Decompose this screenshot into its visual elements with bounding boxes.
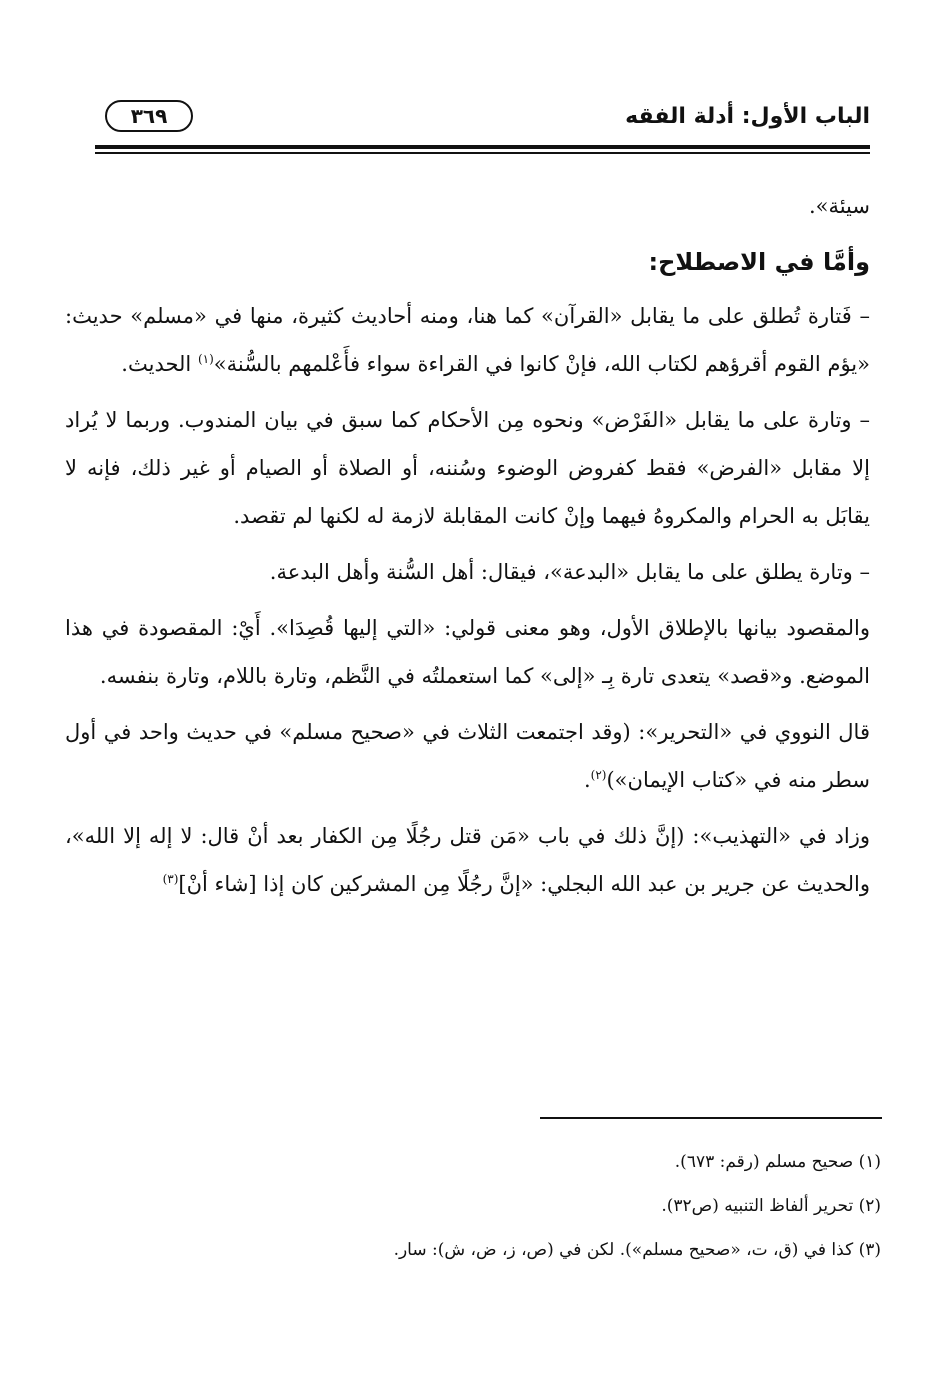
paragraph-continuation: سيئة». (808, 194, 870, 218)
paragraph-1-end: الحديث. (121, 352, 198, 376)
footnote-2: (٢) تحرير ألفاظ التنبيه (ص٣٢). (661, 1196, 881, 1216)
header-rule-thick (95, 145, 870, 149)
paragraph-4: والمقصود بيانها بالإطلاق الأول، وهو معنى قولي: «التي إليها قُصِدَا». أَيْ: المقصودة في هذا الموضع. و«قصد» يتعدى تارة بِـ «إلى» كما استعملتُه في النَّظم، وتارة باللام، وتارة بنفسه. (65, 616, 870, 688)
footnote-ref-2[interactable]: (٢) (590, 768, 607, 782)
paragraph-2: – وتارة على ما يقابل «الفَرْض» ونحوه مِن الأحكام كما سبق في بيان المندوب. وربما لا يُراد إلا مقابل «الفرض» فقط كفروض الوضوء وسُننه، أو الصلاة أو الصيام أو غير ذلك، فإنه لا يقابَل به الحرام والمكروهُ فيهما وإنْ كانت المقابلة لازمة له لكنها لم تقصد. (65, 408, 870, 528)
footnote-1: (١) صحيح مسلم (رقم: ٦٧٣). (674, 1152, 881, 1172)
paragraph-1-text: – فَتارة تُطلق على ما يقابل «القرآن» كما هنا، ومنه أحاديث كثيرة، منها في «مسلم» حديث: «يؤم القوم أقرؤهم لكتاب الله، فإنْ كانوا في القراءة سواء فأَعْلمهم بالسُّنة» (65, 304, 870, 376)
paragraph-3: – وتارة يطلق على ما يقابل «البدعة»، فيقال: أهل السُّنة وأهل البدعة. (269, 560, 870, 584)
paragraph-1 (65, 292, 870, 388)
footnote-ref-3[interactable]: (٣) (162, 872, 179, 886)
footnote-3: (٣) كذا في (ق، ت، «صحيح مسلم»). لكن في (ص، ز، ض، ش): سار. (393, 1240, 881, 1260)
section-heading: وأمَّا في الاصطلاح: (648, 248, 870, 276)
page-number-badge: ٣٦٩ (105, 100, 193, 132)
paragraph-5-text: قال النووي في «التحرير»: (وقد اجتمعت الثلاث في «صحيح مسلم» في حديث واحد في أول سطر منه في «كتاب الإيمان») (65, 720, 870, 792)
paragraph-5 (65, 708, 870, 804)
paragraph-5-end: . (583, 768, 591, 792)
paragraph-6-text: وزاد في «التهذيب»: (إنَّ ذلك في باب «مَن قتل رجُلًا مِن الكفار بعد أنْ قال: لا إله إلا الله»، والحديث عن جرير بن عبد الله البجلي: «إنَّ رجُلًا مِن المشركين كان إذا [شاء أنْ] (65, 824, 870, 896)
footnote-ref-1[interactable]: (١) (197, 352, 214, 366)
footnote-separator (540, 1117, 882, 1119)
header-rule-thin (95, 152, 870, 154)
page-header (95, 100, 870, 146)
paragraph-6 (65, 812, 870, 908)
chapter-title: الباب الأول: أدلة الفقه (625, 104, 870, 129)
main-text (65, 182, 870, 916)
footnotes (61, 1140, 881, 1272)
